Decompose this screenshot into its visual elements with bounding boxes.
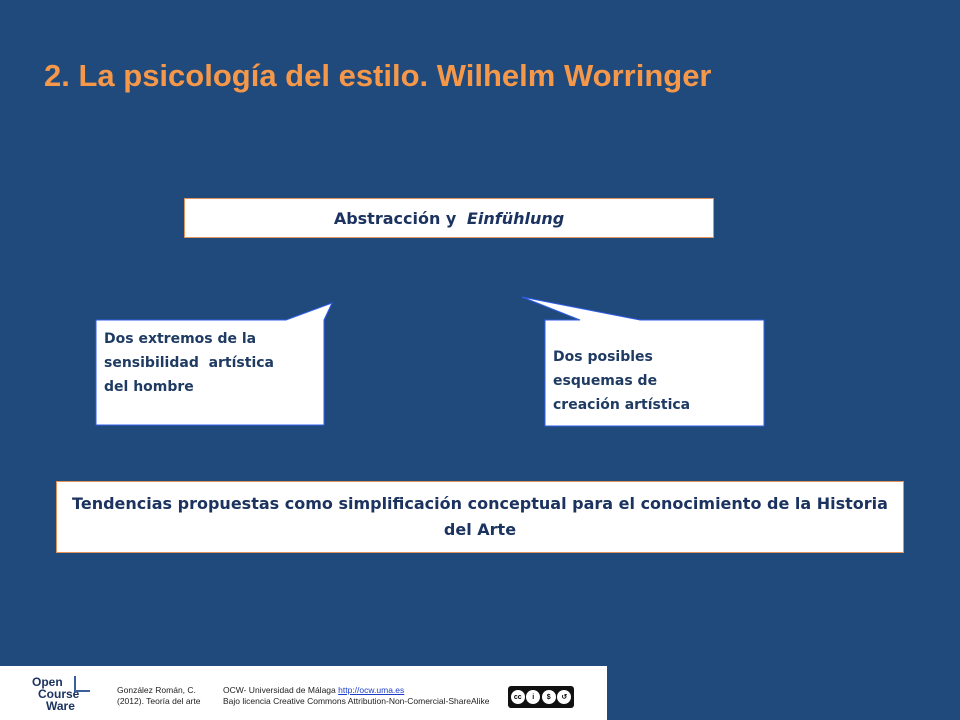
university-mark-icon (74, 676, 90, 692)
left-callout-line: sensibilidad artística (104, 355, 274, 371)
tendencies-box (56, 481, 904, 553)
left-callout-text (104, 327, 274, 399)
tendencies-text: Tendencias propuestas como simplificación conceptual para el conocimiento de la Historia del Arte (72, 494, 888, 539)
concept-text-italic: Einfühlung (466, 208, 565, 228)
left-callout-line: del hombre (104, 379, 194, 395)
right-callout-text (553, 345, 690, 417)
logo-text: Open (32, 675, 63, 689)
logo-text: Ware (46, 699, 75, 713)
ocw-link[interactable]: http://ocw.uma.es (338, 685, 405, 695)
opencourseware-logo (32, 676, 102, 716)
logo-text: Course (38, 687, 80, 701)
slide-title: 2. La psicología del estilo. Wilhelm Worringer (44, 58, 712, 93)
nc-icon: $ (542, 690, 556, 704)
footer-bar (0, 666, 607, 720)
credit-line: (2012). Teoría del arte (117, 696, 201, 706)
sa-icon: ↺ (557, 690, 571, 704)
right-callout-line: Dos posibles (553, 349, 653, 365)
author-credit (117, 685, 200, 707)
by-icon: i (526, 690, 540, 704)
concept-text: Abstracción y (333, 208, 462, 228)
right-callout-line: esquemas de (553, 373, 658, 389)
ocw-label: OCW- Universidad de Málaga (223, 685, 339, 695)
cc-icon: cc (511, 690, 525, 704)
left-callout-line: Dos extremos de la (104, 331, 257, 347)
right-callout-line: creación artística (553, 397, 691, 413)
credit-line: González Román, C. (117, 685, 196, 695)
license-text: Bajo licencia Creative Commons Attribution-Non-Comercial-ShareAlike (223, 696, 490, 706)
license-info (223, 685, 489, 707)
cc-by-nc-sa-icon[interactable] (508, 686, 574, 708)
